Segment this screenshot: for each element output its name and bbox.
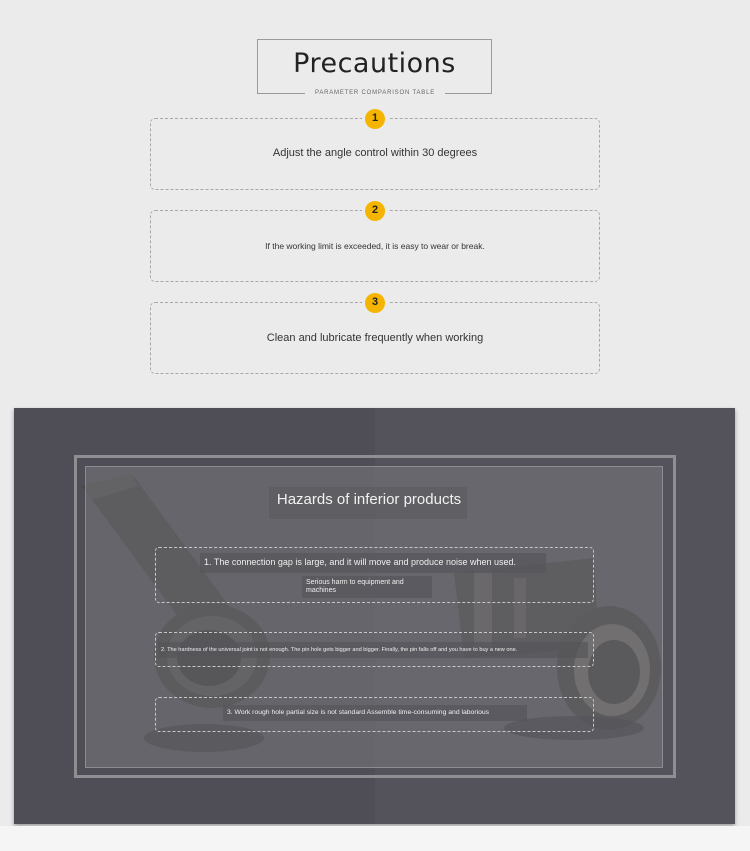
bottom-margin — [0, 826, 750, 851]
hazards-panel — [14, 408, 735, 824]
hazard-note-line-1: Serious harm to equipment and — [306, 579, 404, 586]
precaution-text-3: Clean and lubricate frequently when working — [266, 332, 484, 344]
precaution-number-badge-3: 3 — [365, 293, 385, 313]
precaution-number-badge-1: 1 — [365, 109, 385, 129]
hazard-text-1: 1. The connection gap is large, and it will move and produce noise when used. — [204, 557, 517, 567]
hazard-text-2: 2. The hardness of the universal joint is not enough. The pin hole gets bigger and bigger. Finally, the pin falls off and you have to buy a new one. — [161, 647, 518, 653]
hazard-text-3: 3. Work rough hole partial size is not standard Assemble time-consuming and laborious — [227, 709, 490, 716]
precaution-text-2: If the working limit is exceeded, it is easy to wear or break. — [265, 241, 485, 251]
precaution-text-1: Adjust the angle control within 30 degrees — [272, 147, 478, 159]
page-title: Precautions — [293, 48, 456, 79]
hazards-title: Hazards of inferior products — [276, 491, 462, 508]
hazard-note-line-2: machines — [306, 587, 336, 594]
page-subtitle: PARAMETER COMPARISON TABLE — [305, 88, 445, 98]
precaution-number-badge-2: 2 — [365, 201, 385, 221]
